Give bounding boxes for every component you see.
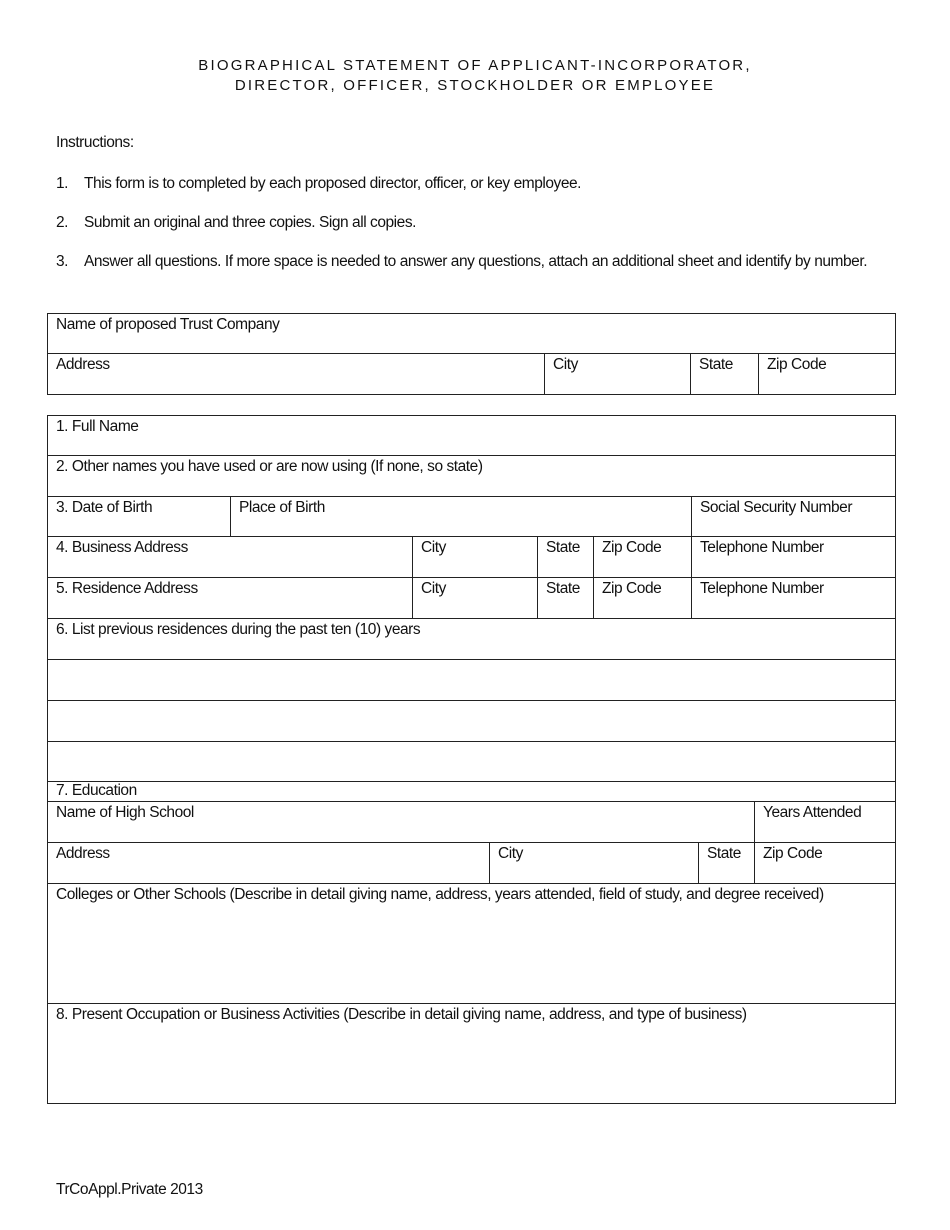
business-city-label: City	[421, 539, 446, 556]
school-city-field[interactable]	[490, 843, 699, 884]
school-state-label: State	[707, 845, 741, 862]
residence-state-label: State	[546, 580, 580, 597]
company-address-label: Address	[56, 356, 110, 373]
personal-info-table	[47, 415, 896, 782]
other-names-label: 2. Other names you have used or are now using (If none, so state)	[56, 458, 483, 475]
instruction-number: 1.	[56, 175, 69, 192]
company-zip-label: Zip Code	[767, 356, 827, 373]
full-name-field[interactable]	[48, 416, 896, 456]
company-address-field[interactable]	[48, 354, 545, 395]
business-state-label: State	[546, 539, 580, 556]
company-zip-field[interactable]	[759, 354, 896, 395]
instruction-number: 3.	[56, 253, 69, 270]
previous-residences-label: 6. List previous residences during the past ten (10) years	[56, 621, 421, 638]
company-city-label: City	[553, 356, 578, 373]
instruction-number: 2.	[56, 214, 69, 231]
business-address-label: 4. Business Address	[56, 539, 188, 556]
education-table	[47, 781, 896, 1104]
instruction-text: Answer all questions. If more space is needed to answer any questions, attach an additional sheet and identify by number.	[84, 253, 868, 270]
residence-zip-label: Zip Code	[602, 580, 662, 597]
residence-telephone-label: Telephone Number	[700, 580, 824, 597]
dob-label: 3. Date of Birth	[56, 499, 153, 516]
school-address-label: Address	[56, 845, 110, 862]
business-address-field[interactable]	[48, 537, 413, 578]
previous-residence-line[interactable]	[48, 660, 896, 701]
form-title	[0, 56, 950, 96]
high-school-field[interactable]	[48, 802, 755, 843]
occupation-label: 8. Present Occupation or Business Activities (Describe in detail giving name, address, and type of business)	[56, 1006, 747, 1023]
business-telephone-field[interactable]	[692, 537, 896, 578]
school-zip-field[interactable]	[755, 843, 896, 884]
colleges-field[interactable]	[48, 884, 896, 1004]
school-city-label: City	[498, 845, 523, 862]
instruction-text: Submit an original and three copies. Sign all copies.	[84, 214, 416, 231]
residence-state-field[interactable]	[538, 578, 594, 619]
education-heading: 7. Education	[56, 782, 137, 799]
pob-field[interactable]	[231, 497, 692, 537]
school-zip-label: Zip Code	[763, 845, 823, 862]
business-zip-field[interactable]	[594, 537, 692, 578]
colleges-label: Colleges or Other Schools (Describe in detail giving name, address, years attended, field of study, and degree received)	[56, 886, 824, 903]
years-attended-field[interactable]	[755, 802, 896, 843]
years-attended-label: Years Attended	[763, 804, 862, 821]
other-names-field[interactable]	[48, 456, 896, 497]
previous-residence-line[interactable]	[48, 742, 896, 782]
occupation-field[interactable]	[48, 1004, 896, 1104]
previous-residence-line[interactable]	[48, 701, 896, 742]
company-table	[47, 313, 896, 395]
residence-address-label: 5. Residence Address	[56, 580, 198, 597]
residence-city-field[interactable]	[413, 578, 538, 619]
residence-city-label: City	[421, 580, 446, 597]
form-footer-code: TrCoAppl.Private 2013	[56, 1181, 203, 1198]
education-heading-cell	[48, 782, 896, 802]
high-school-label: Name of High School	[56, 804, 194, 821]
residence-telephone-field[interactable]	[692, 578, 896, 619]
form-title-line-1: BIOGRAPHICAL STATEMENT OF APPLICANT-INCORPORATOR,	[198, 57, 752, 74]
pob-label: Place of Birth	[239, 499, 325, 516]
company-city-field[interactable]	[545, 354, 691, 395]
instructions-heading: Instructions:	[56, 134, 134, 151]
ssn-label: Social Security Number	[700, 499, 853, 516]
instruction-text: This form is to completed by each proposed director, officer, or key employee.	[84, 175, 582, 192]
previous-residences-field[interactable]	[48, 619, 896, 660]
school-state-field[interactable]	[699, 843, 755, 884]
residence-address-field[interactable]	[48, 578, 413, 619]
company-state-field[interactable]	[691, 354, 759, 395]
business-city-field[interactable]	[413, 537, 538, 578]
company-state-label: State	[699, 356, 733, 373]
business-telephone-label: Telephone Number	[700, 539, 824, 556]
company-name-field[interactable]	[48, 314, 896, 354]
ssn-field[interactable]	[692, 497, 896, 537]
business-zip-label: Zip Code	[602, 539, 662, 556]
business-state-field[interactable]	[538, 537, 594, 578]
form-title-line-2: DIRECTOR, OFFICER, STOCKHOLDER OR EMPLOYEE	[234, 77, 716, 94]
full-name-label: 1. Full Name	[56, 418, 139, 435]
company-name-label: Name of proposed Trust Company	[56, 316, 280, 333]
dob-field[interactable]	[48, 497, 231, 537]
residence-zip-field[interactable]	[594, 578, 692, 619]
school-address-field[interactable]	[48, 843, 490, 884]
